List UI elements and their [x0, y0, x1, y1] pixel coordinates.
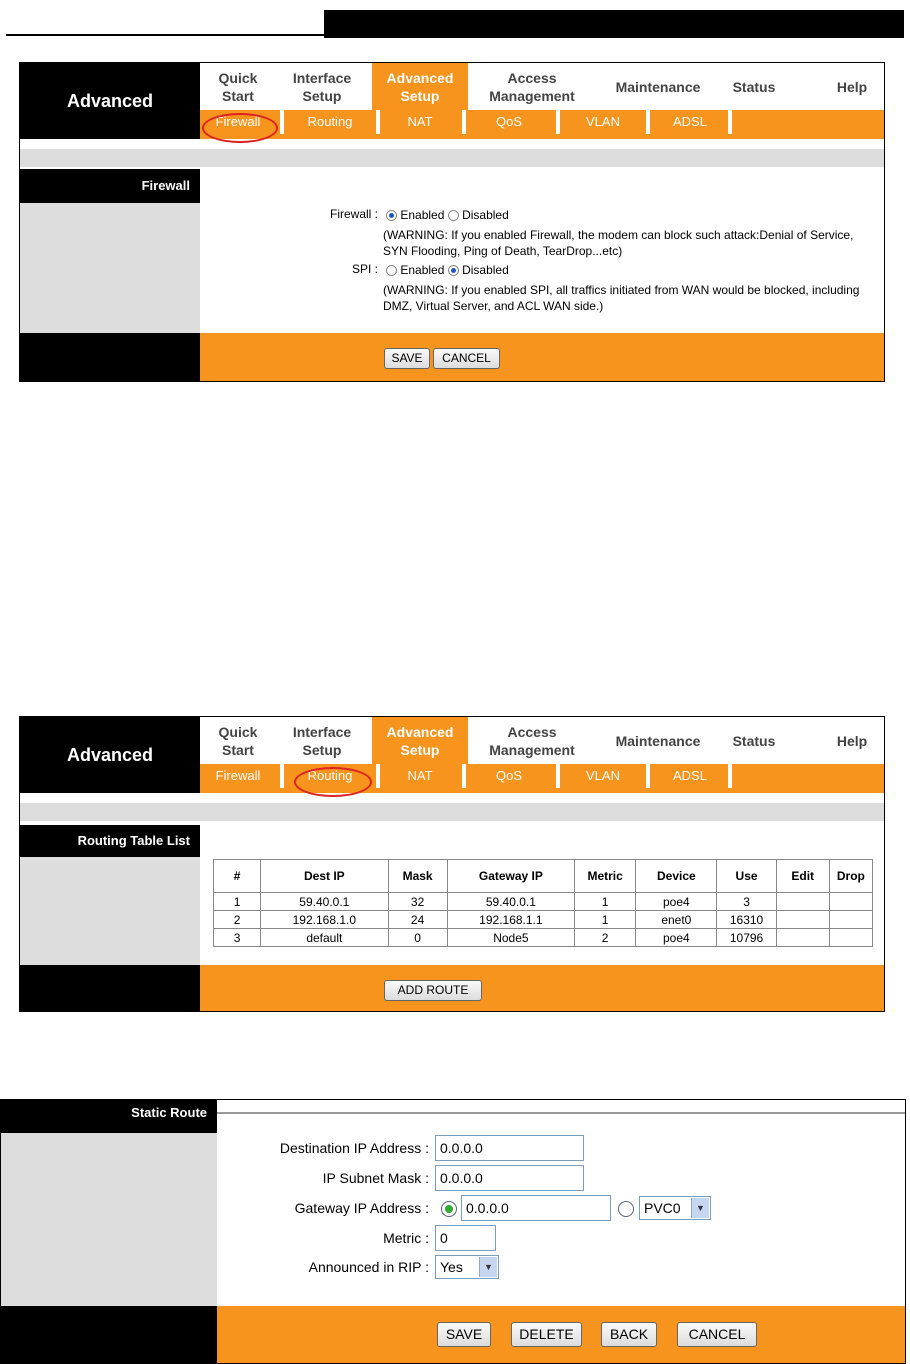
metric-input[interactable]: 0 — [435, 1225, 496, 1251]
cell-device: poe4 — [636, 893, 717, 911]
cell-device: enet0 — [636, 911, 717, 929]
firewall-enabled-label: Enabled — [400, 208, 445, 222]
col-number: # — [214, 860, 261, 893]
spi-enabled-label: Enabled — [400, 263, 445, 277]
gateway-ip-radio[interactable] — [441, 1201, 457, 1217]
cell-edit[interactable] — [776, 929, 829, 947]
table-row — [214, 911, 873, 929]
col-metric: Metric — [575, 860, 636, 893]
brand-label: Advanced — [20, 63, 200, 139]
cell-mask: 32 — [388, 893, 447, 911]
brand-label: Advanced — [20, 717, 200, 793]
cancel-button[interactable]: CANCEL — [677, 1322, 757, 1347]
footer-bar — [200, 965, 884, 1011]
menu-status[interactable]: Status — [732, 732, 776, 749]
submenu-routing[interactable]: Routing — [307, 114, 353, 129]
rip-select[interactable] — [435, 1255, 499, 1279]
cell-gateway-ip: 59.40.0.1 — [447, 893, 574, 911]
chevron-down-icon: ▼ — [691, 1198, 709, 1218]
footer-left — [20, 965, 200, 1011]
subnet-mask-input[interactable]: 0.0.0.0 — [435, 1165, 584, 1191]
menu-quick-start[interactable]: Quick Start — [218, 723, 258, 758]
menu-maintenance[interactable]: Maintenance — [615, 732, 701, 749]
menu-interface-setup[interactable]: Interface Setup — [292, 723, 352, 758]
menu-help[interactable]: Help — [836, 78, 868, 95]
submenu-firewall[interactable]: Firewall — [215, 114, 261, 129]
pvc-select[interactable] — [639, 1196, 711, 1220]
save-button[interactable]: SAVE — [384, 348, 430, 369]
menu-interface-setup[interactable]: Interface Setup — [292, 69, 352, 104]
back-button[interactable]: BACK — [601, 1322, 657, 1347]
cell-metric: 1 — [575, 893, 636, 911]
table-row — [214, 893, 873, 911]
highlight-circle — [202, 113, 278, 143]
firewall-screenshot — [19, 62, 885, 382]
menu-advanced-setup[interactable]: Advanced Setup — [372, 63, 468, 110]
table-row — [214, 929, 873, 947]
routing-screenshot — [19, 716, 885, 1012]
chevron-down-icon: ▼ — [479, 1257, 497, 1277]
cell-edit[interactable] — [776, 893, 829, 911]
delete-button[interactable]: DELETE — [511, 1322, 582, 1347]
routing-table — [213, 859, 873, 947]
col-dest-ip: Dest IP — [261, 860, 388, 893]
submenu-vlan[interactable]: VLAN — [586, 114, 620, 129]
pvc-select-value: PVC0 — [644, 1200, 681, 1216]
menu-help[interactable]: Help — [836, 732, 868, 749]
col-mask: Mask — [388, 860, 447, 893]
static-route-screenshot — [0, 1099, 906, 1364]
submenu-vlan[interactable]: VLAN — [586, 768, 620, 783]
cell-edit[interactable] — [776, 911, 829, 929]
submenu-adsl[interactable]: ADSL — [673, 114, 707, 129]
cell-dest-ip: default — [261, 929, 388, 947]
highlight-circle — [294, 767, 372, 797]
menu-access-management[interactable]: Access Management — [489, 723, 575, 758]
section-label: Firewall — [20, 169, 200, 203]
submenu-firewall[interactable]: Firewall — [215, 768, 261, 783]
metric-label: Metric : — [383, 1230, 429, 1246]
cell-device: poe4 — [636, 929, 717, 947]
col-gateway-ip: Gateway IP — [447, 860, 574, 893]
submenu-adsl[interactable]: ADSL — [673, 768, 707, 783]
cell-use: 10796 — [717, 929, 776, 947]
spacer-bar — [20, 803, 884, 821]
gateway-ip-label: Gateway IP Address : — [294, 1200, 429, 1216]
footer-bar — [200, 333, 884, 381]
cell-number: 2 — [214, 911, 261, 929]
cell-dest-ip: 59.40.0.1 — [261, 893, 388, 911]
main-menu — [200, 717, 884, 764]
firewall-radio-group — [386, 208, 509, 222]
col-edit: Edit — [776, 860, 829, 893]
subnet-mask-label: IP Subnet Mask : — [322, 1170, 429, 1186]
cell-use: 16310 — [717, 911, 776, 929]
cell-drop[interactable] — [829, 929, 872, 947]
spacer-bar — [20, 149, 884, 167]
gateway-pvc-radio[interactable] — [618, 1201, 634, 1217]
footer-left — [1, 1306, 217, 1363]
cell-number: 3 — [214, 929, 261, 947]
sub-menu — [200, 110, 884, 139]
left-column — [20, 203, 200, 333]
document-header — [0, 0, 910, 40]
menu-advanced-setup[interactable]: Advanced Setup — [372, 717, 468, 764]
section-label: Static Route — [1, 1100, 217, 1133]
submenu-qos[interactable]: QoS — [495, 768, 522, 783]
submenu-nat[interactable]: NAT — [407, 768, 433, 783]
menu-access-management[interactable]: Access Management — [489, 69, 575, 104]
firewall-disabled-label: Disabled — [462, 208, 509, 222]
rip-label: Announced in RIP : — [308, 1259, 429, 1275]
save-button[interactable]: SAVE — [437, 1322, 491, 1347]
left-column — [1, 1133, 217, 1306]
footer-left — [20, 333, 200, 381]
firewall-enabled-radio[interactable] — [386, 210, 397, 221]
cell-mask: 24 — [388, 911, 447, 929]
menu-status[interactable]: Status — [732, 78, 776, 95]
cell-mask: 0 — [388, 929, 447, 947]
main-menu — [200, 63, 884, 110]
col-device: Device — [636, 860, 717, 893]
cell-drop[interactable] — [829, 911, 872, 929]
firewall-label: Firewall : — [329, 207, 378, 221]
section-rule — [217, 1112, 905, 1114]
menu-maintenance[interactable]: Maintenance — [615, 78, 701, 95]
menu-quick-start[interactable]: Quick Start — [218, 69, 258, 104]
submenu-qos[interactable]: QoS — [495, 114, 522, 129]
firewall-disabled-radio[interactable] — [448, 210, 459, 221]
cell-metric: 1 — [575, 911, 636, 929]
header-rule — [6, 34, 324, 36]
cell-number: 1 — [214, 893, 261, 911]
cell-drop[interactable] — [829, 893, 872, 911]
spi-warning: (WARNING: If you enabled SPI, all traffics initiated from WAN would be blocked, including DMZ, Virtual Server, and ACL WAN side.) — [383, 283, 860, 313]
dest-ip-label: Destination IP Address : — [279, 1140, 429, 1156]
spi-disabled-radio[interactable] — [448, 265, 459, 276]
cell-gateway-ip: 192.168.1.1 — [447, 911, 574, 929]
submenu-routing[interactable]: Routing — [307, 768, 353, 783]
firewall-warning: (WARNING: If you enabled Firewall, the modem can block such attack:Denial of Service, SYN Flooding, Ping of Death, TearDrop...etc) — [383, 228, 854, 258]
spi-disabled-label: Disabled — [462, 263, 509, 277]
cell-dest-ip: 192.168.1.0 — [261, 911, 388, 929]
section-label: Routing Table List — [20, 825, 200, 857]
left-column — [20, 857, 200, 965]
rip-select-value: Yes — [440, 1259, 463, 1275]
table-header-row — [214, 860, 873, 893]
submenu-nat[interactable]: NAT — [407, 114, 433, 129]
spi-radio-group — [386, 263, 509, 277]
cell-metric: 2 — [575, 929, 636, 947]
spi-enabled-radio[interactable] — [386, 265, 397, 276]
spi-label: SPI : — [351, 262, 378, 276]
header-bar — [324, 10, 904, 38]
gateway-ip-input[interactable]: 0.0.0.0 — [461, 1195, 611, 1221]
add-route-button[interactable]: ADD ROUTE — [384, 980, 482, 1001]
cell-use: 3 — [717, 893, 776, 911]
col-use: Use — [717, 860, 776, 893]
col-drop: Drop — [829, 860, 872, 893]
cell-gateway-ip: Node5 — [447, 929, 574, 947]
cancel-button[interactable]: CANCEL — [433, 348, 500, 369]
dest-ip-input[interactable]: 0.0.0.0 — [435, 1135, 584, 1161]
